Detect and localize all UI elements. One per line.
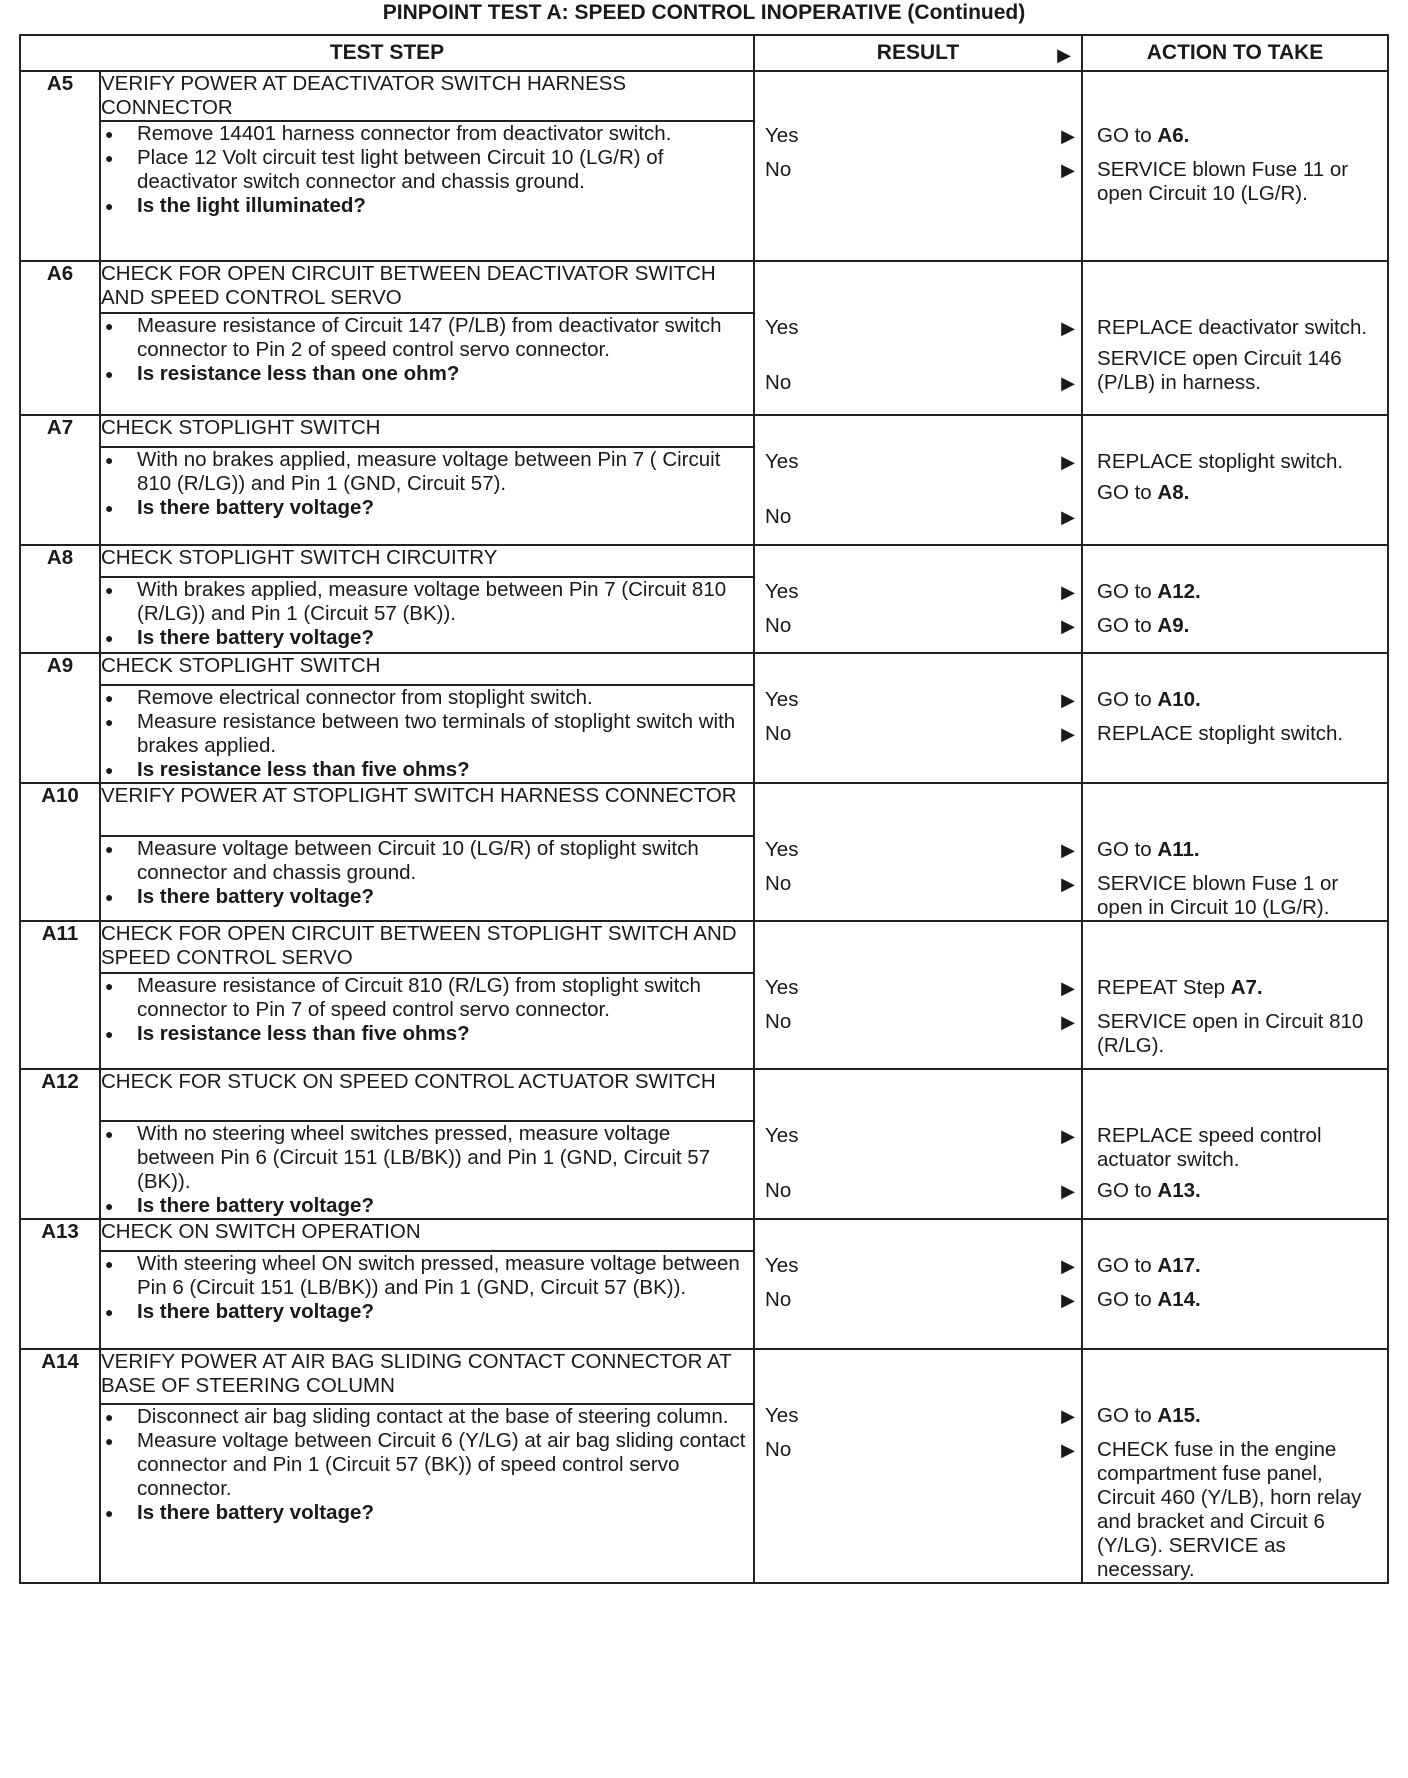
arrow-icon: ▶ [1061,126,1076,146]
step-bullet: ● Measure resistance of Circuit 147 (P/LB) from deactivator switch connector to Pin 2 of speed control servo connector. [101,314,753,362]
action-yes [1083,838,1387,862]
result-no [755,505,1081,529]
step-question: ● Is there battery voltage? [101,1501,753,1525]
step-body [100,685,754,783]
step-question: ● Is there battery voltage? [101,1300,753,1324]
yes-step-ref: A17. [1157,1254,1201,1277]
pinpoint-test-table [19,34,1389,1584]
result-no-label: No [765,722,792,745]
header-result-label: RESULT [876,41,960,64]
yes-action-text: GO to [1097,838,1158,861]
result-cell [754,921,1082,1069]
result-no [755,1288,1081,1312]
step-bullet: ● Measure resistance between two terminals of stoplight switch with brakes applied. [101,710,753,758]
step-id: A14 [20,1349,100,1583]
action-cell [1082,545,1388,653]
header-result [754,35,1082,71]
step-id: A7 [20,415,100,545]
action-yes [1083,124,1387,148]
result-no [755,371,1081,395]
result-no-label: No [765,872,792,895]
step-heading-row [20,1069,1388,1121]
arrow-icon: ▶ [1061,1406,1076,1426]
result-no [755,1010,1081,1034]
step-question: ● Is there battery voltage? [101,885,753,909]
step-heading-row [20,261,1388,313]
arrow-icon: ▶ [1061,507,1076,527]
result-yes-label: Yes [765,1404,799,1427]
step-body [100,1251,754,1349]
step-question: ● Is resistance less than five ohms? [101,758,753,782]
step-heading: VERIFY POWER AT AIR BAG SLIDING CONTACT CONNECTOR AT BASE OF STEERING COLUMN [100,1349,754,1404]
result-no-label: No [765,1288,792,1311]
action-no [1083,158,1387,206]
action-cell [1082,653,1388,783]
yes-action-text: REPLACE stoplight switch. [1097,450,1344,473]
action-yes [1083,976,1387,1000]
step-question: ● Is resistance less than one ohm? [101,362,753,386]
result-no-label: No [765,158,792,181]
arrow-icon: ▶ [1061,1012,1076,1032]
result-yes-label: Yes [765,450,799,473]
arrow-icon: ▶ [1061,1290,1076,1310]
arrow-icon: ▶ [1061,616,1076,636]
yes-action-text: GO to [1097,1254,1158,1277]
step-id: A13 [20,1219,100,1349]
yes-step-ref: A7. [1230,976,1263,999]
action-cell [1082,1219,1388,1349]
action-cell [1082,71,1388,261]
step-heading-row [20,921,1388,973]
arrow-icon: ▶ [1061,978,1076,998]
action-yes [1083,1254,1387,1278]
step-heading: CHECK FOR STUCK ON SPEED CONTROL ACTUATOR SWITCH [100,1069,754,1121]
step-question: ● Is the light illuminated? [101,194,753,218]
result-yes-label: Yes [765,316,799,339]
yes-step-ref: A15. [1157,1404,1201,1427]
yes-action-text: GO to [1097,580,1158,603]
action-cell [1082,1069,1388,1219]
table-header-row [20,35,1388,71]
step-heading: CHECK FOR OPEN CIRCUIT BETWEEN DEACTIVATOR SWITCH AND SPEED CONTROL SERVO [100,261,754,313]
result-cell [754,1219,1082,1349]
arrow-icon: ▶ [1061,582,1076,602]
result-yes [755,688,1081,712]
no-action-text: CHECK fuse in the engine compartment fuse panel, Circuit 460 (Y/LB), horn relay and bracket and Circuit 6 (Y/LG). SERVICE as necessary. [1097,1438,1362,1581]
header-test-step: TEST STEP [20,35,754,71]
step-body [100,313,754,415]
step-heading: VERIFY POWER AT STOPLIGHT SWITCH HARNESS CONNECTOR [100,783,754,836]
result-yes-label: Yes [765,838,799,861]
action-yes [1083,316,1387,340]
action-no [1083,481,1387,505]
result-no [755,872,1081,896]
step-heading: CHECK FOR OPEN CIRCUIT BETWEEN STOPLIGHT SWITCH AND SPEED CONTROL SERVO [100,921,754,973]
result-no-label: No [765,614,792,637]
arrow-icon: ▶ [1061,373,1076,393]
step-bullet: ● With steering wheel ON switch pressed, measure voltage between Pin 6 (Circuit 151 (LB/BK)) and Pin 1 (GND, Circuit 57 (BK)). [101,1252,753,1300]
step-heading-row [20,415,1388,447]
action-no [1083,1288,1387,1312]
step-heading-row [20,1349,1388,1404]
step-heading-row [20,783,1388,836]
no-action-text: SERVICE blown Fuse 1 or open in Circuit 10 (LG/R). [1097,872,1339,919]
result-no [755,1179,1081,1203]
step-body [100,1404,754,1583]
step-heading-row [20,653,1388,685]
action-cell [1082,261,1388,415]
step-id: A12 [20,1069,100,1219]
result-no-label: No [765,1438,792,1461]
arrow-icon: ▶ [1061,318,1076,338]
arrow-icon: ▶ [1061,1126,1076,1146]
no-action-text: GO to [1097,614,1158,637]
step-bullet: ● With brakes applied, measure voltage between Pin 7 (Circuit 810 (R/LG)) and Pin 1 (Circuit 57 (BK)). [101,578,753,626]
action-cell [1082,921,1388,1069]
action-cell [1082,415,1388,545]
step-bullet: ● Remove 14401 harness connector from deactivator switch. [101,122,753,146]
arrow-icon: ▶ [1061,160,1076,180]
no-action-text: SERVICE open Circuit 146 (P/LB) in harness. [1097,347,1342,394]
no-action-text: GO to [1097,481,1158,504]
step-bullet: ● Measure voltage between Circuit 6 (Y/LG) at air bag sliding contact connector and Pin 1 (Circuit 57 (BK)) of speed control servo connector. [101,1429,753,1501]
action-yes [1083,1124,1387,1172]
result-cell [754,415,1082,545]
yes-action-text: GO to [1097,688,1158,711]
step-heading: CHECK ON SWITCH OPERATION [100,1219,754,1251]
result-yes [755,580,1081,604]
result-no [755,614,1081,638]
action-yes [1083,1404,1387,1428]
step-bullet: ● With no steering wheel switches pressed, measure voltage between Pin 6 (Circuit 151 (LB/BK)) and Pin 1 (GND, Circuit 57 (BK)). [101,1122,753,1194]
step-id: A11 [20,921,100,1069]
yes-step-ref: A10. [1157,688,1201,711]
yes-step-ref: A6. [1157,124,1190,147]
yes-action-text: REPLACE deactivator switch. [1097,316,1368,339]
result-yes [755,976,1081,1000]
result-yes-label: Yes [765,1124,799,1147]
result-cell [754,1349,1082,1583]
result-yes-label: Yes [765,1254,799,1277]
step-id: A8 [20,545,100,653]
no-action-text: SERVICE open in Circuit 810 (R/LG). [1097,1010,1364,1057]
step-body [100,447,754,545]
result-yes-label: Yes [765,124,799,147]
step-bullet: ● Measure voltage between Circuit 10 (LG/R) of stoplight switch connector and chassis ground. [101,837,753,885]
arrow-icon: ▶ [1061,840,1076,860]
step-bullet: ● Disconnect air bag sliding contact at the base of steering column. [101,1405,753,1429]
arrow-icon: ▶ [1061,874,1076,894]
action-yes [1083,580,1387,604]
result-cell [754,261,1082,415]
action-yes [1083,688,1387,712]
result-yes-label: Yes [765,976,799,999]
result-yes [755,838,1081,862]
arrow-icon: ▶ [1061,690,1076,710]
action-no [1083,347,1387,395]
no-action-text: GO to [1097,1179,1158,1202]
result-yes [755,1124,1081,1148]
no-step-ref: A13. [1157,1179,1201,1202]
yes-action-text: REPLACE speed control actuator switch. [1097,1124,1322,1171]
result-cell [754,71,1082,261]
no-action-text: SERVICE blown Fuse 11 or open Circuit 10 (LG/R). [1097,158,1349,205]
step-question: ● Is resistance less than five ohms? [101,1022,753,1046]
step-id: A9 [20,653,100,783]
result-no [755,158,1081,182]
result-no [755,1438,1081,1462]
no-step-ref: A8. [1157,481,1190,504]
no-step-ref: A14. [1157,1288,1201,1311]
step-bullet: ● With no brakes applied, measure voltage between Pin 7 ( Circuit 810 (R/LG)) and Pin 1 (GND, Circuit 57). [101,448,753,496]
step-heading: CHECK STOPLIGHT SWITCH CIRCUITRY [100,545,754,577]
action-no [1083,722,1387,746]
yes-step-ref: A12. [1157,580,1201,603]
action-no [1083,1179,1387,1203]
result-yes [755,450,1081,474]
yes-action-text: REPEAT Step [1097,976,1231,999]
action-cell [1082,783,1388,921]
arrow-icon: ▶ [1061,724,1076,744]
action-yes [1083,450,1387,474]
arrow-icon: ▶ [1061,1181,1076,1201]
step-heading: CHECK STOPLIGHT SWITCH [100,415,754,447]
action-cell [1082,1349,1388,1583]
result-cell [754,1069,1082,1219]
step-bullet: ● Measure resistance of Circuit 810 (R/LG) from stoplight switch connector to Pin 7 of speed control servo connector. [101,974,753,1022]
result-no [755,722,1081,746]
step-heading-row [20,1219,1388,1251]
result-cell [754,653,1082,783]
result-no-label: No [765,505,792,528]
yes-action-text: GO to [1097,124,1158,147]
result-no-label: No [765,1179,792,1202]
page-title: PINPOINT TEST A: SPEED CONTROL INOPERATIVE (Continued) [382,1,1026,24]
step-body [100,1121,754,1219]
step-body [100,836,754,921]
no-action-text: REPLACE stoplight switch. [1097,722,1344,745]
result-cell [754,545,1082,653]
action-no [1083,872,1387,920]
result-no-label: No [765,371,792,394]
arrow-icon: ▶ [1061,1440,1076,1460]
step-id: A5 [20,71,100,261]
result-yes [755,124,1081,148]
step-heading-row [20,545,1388,577]
action-no [1083,1438,1387,1582]
result-no-label: No [765,1010,792,1033]
step-heading-row [20,71,1388,121]
step-heading: VERIFY POWER AT DEACTIVATOR SWITCH HARNESS CONNECTOR [100,71,754,121]
step-id: A10 [20,783,100,921]
result-yes [755,1404,1081,1428]
action-no [1083,1010,1387,1058]
yes-action-text: GO to [1097,1404,1158,1427]
result-yes-label: Yes [765,688,799,711]
no-step-ref: A9. [1157,614,1190,637]
arrow-icon: ▶ [1057,45,1072,65]
result-yes-label: Yes [765,580,799,603]
step-question: ● Is there battery voltage? [101,1194,753,1218]
step-question: ● Is there battery voltage? [101,626,753,650]
step-heading: CHECK STOPLIGHT SWITCH [100,653,754,685]
no-action-text: GO to [1097,1288,1158,1311]
step-id: A6 [20,261,100,415]
result-yes [755,316,1081,340]
yes-step-ref: A11. [1157,838,1200,861]
result-cell [754,783,1082,921]
result-yes [755,1254,1081,1278]
step-body [100,973,754,1069]
step-bullet: ● Place 12 Volt circuit test light between Circuit 10 (LG/R) of deactivator switch connector and chassis ground. [101,146,753,194]
step-question: ● Is there battery voltage? [101,496,753,520]
arrow-icon: ▶ [1061,452,1076,472]
step-bullet: ● Remove electrical connector from stoplight switch. [101,686,753,710]
step-body [100,577,754,653]
arrow-icon: ▶ [1061,1256,1076,1276]
header-action: ACTION TO TAKE [1082,35,1388,71]
action-no [1083,614,1387,638]
step-body [100,121,754,261]
